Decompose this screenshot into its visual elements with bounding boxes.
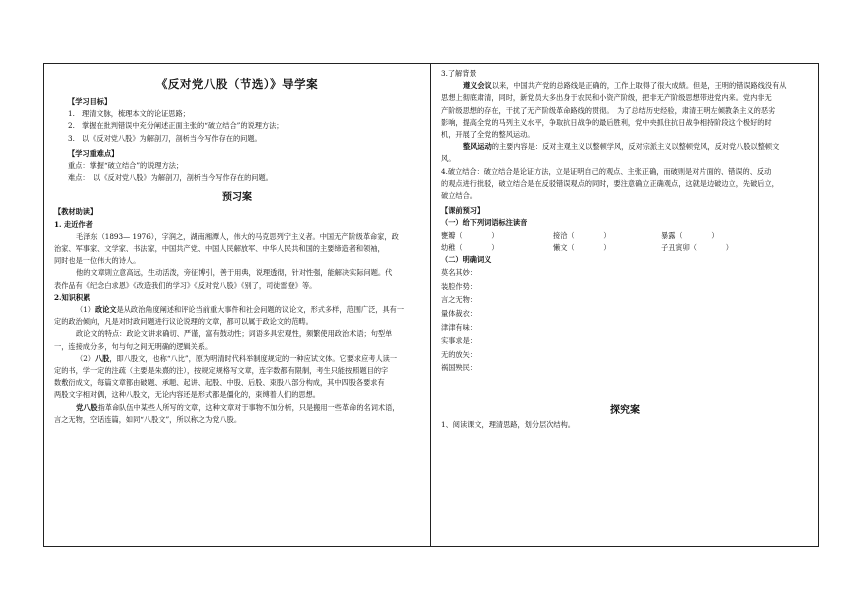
pinyin-item: 接洽（ ）	[553, 230, 611, 240]
vocab-item: 津津有味：	[441, 322, 477, 332]
right-column	[431, 64, 819, 431]
author-text: 他的文章則立意高远，生动活泼，旁征博引，善于用典，说理透彻，针对性强，能解决实际问题。代	[76, 268, 393, 278]
focus-item: 难点： 以《反对党八股》为解剖刀，剖析当今写作存在的问题。	[68, 173, 273, 183]
material-header: 【教材助读】	[54, 207, 98, 217]
author-header: 1. 走近作者	[54, 219, 93, 229]
pinyin-row	[441, 242, 809, 254]
author-text: 表作品有《纪念白求恩》《改造我们的学习》《反对党八股》《别了，司徒雷登》等。	[54, 280, 317, 290]
vocab-header: （二）明确词义	[441, 255, 492, 265]
zhengfeng-tail: 风。	[441, 154, 456, 164]
knowledge-header: 2.知识积累	[54, 292, 91, 302]
knowledge-line: 两股文字相对偶，这种八股文，无论内容还是形式都是僵化的，束缚着人们的思想。	[54, 390, 320, 400]
knowledge-line: 言之无物，空话连篇，如同“八股文”，所以称之为党八股。	[54, 414, 242, 424]
background-line: 产阶级思想的存在，干扰了无产阶级革命路线的贯彻。 为了总结历史经验，肃清王明左倾教条主义的恶劣	[441, 105, 776, 115]
vocab-item: 祸国殃民：	[441, 363, 477, 373]
vocab-item: 无的放矢：	[441, 349, 477, 359]
knowledge-line: 政论文的特点：政论文讲求确切、严谨，富有鼓动性；词语多具宏观性，频繁使用政治术语；句型单	[76, 329, 393, 339]
page-title: 《反对党八股（节选）》导学案	[155, 77, 319, 91]
knowledge-line: 定的政治倾向，凡是对时政问题进行议论说理的文章，都可以属于政论文的范畴。	[54, 317, 313, 327]
pinyin-item: 懒文（ ）	[553, 242, 611, 252]
poli-line: 4.破立结合：破立结合是论证方法，立是证明自己的观点、主张正确，而破则是对片面的、错误的、反动	[441, 166, 772, 176]
pinyin-item: 暴露（ ）	[661, 230, 719, 240]
pre-study-header: 【课前预习】	[441, 206, 485, 216]
zhengfeng-line: 整风运动的主要内容是：反对主观主义以整顿学风，反对宗派主义以整顿党风，反对党八股以整顿文	[463, 142, 780, 152]
pinyin-item: 子丑寅卯（ ）	[661, 242, 733, 252]
goal-item: 3. 以《反对党八股》为解剖刀，剖析当今写作存在的问题。	[68, 133, 262, 143]
explore-question: 1、阅读课文，理清思路，划分层次结构。	[441, 420, 575, 429]
pinyin-header: （一）给下列词语标注读音	[441, 218, 528, 228]
focus-item: 重点：掌握“破立结合”的说理方法；	[68, 161, 184, 171]
knowledge-line: （1）政论文是从政治角度阐述和评论当前重大事件和社会问题的议论文，形式多样，范围广泛，具有一	[76, 305, 405, 315]
knowledge-line: 定的书，学一定的注疏（主要是朱熹的注），按规定规格写文章，连字数都有限制，考生只能按照题目的字	[54, 366, 389, 376]
goal-item: 1. 理清文脉，梳理本文的论证思路；	[68, 109, 190, 119]
knowledge-line: 数敷衍成文，每篇文章都由破题、承题、起讲、起股、中股、后股、束股八部分构成，其中四股各要求有	[54, 378, 385, 388]
vocab-item: 莫名其妙：	[441, 268, 477, 278]
pinyin-item: 幼稚（ ）	[441, 242, 499, 252]
poli-line: 的观点进行批驳，破立结合是在反驳错误观点的同时，要注意确立正确观点，这就是边破边立，先破后立，	[441, 178, 779, 188]
vocab-item: 装腔作势：	[441, 281, 477, 291]
left-column	[44, 64, 430, 426]
author-text: 同时也是一位伟大的诗人。	[54, 256, 141, 266]
preview-title: 预习案	[222, 192, 252, 204]
knowledge-line: （2）八股，即八股文，也称“八比”，原为明清时代科举制度规定的一种应试文体。它要求应考人读一	[76, 353, 398, 363]
background-line: 思想上彻底肃清，同时，新党员大多出身于农民和小资产阶级，把非无产阶级思想带进党内来。党内非无	[441, 93, 772, 103]
background-line: 机，开展了全党的整风运动。	[441, 130, 535, 140]
author-text: 治家、军事家、文学家、书法家，中国共产党、中国人民解放军、中华人民共和国的主要缔造者和领袖，	[54, 244, 385, 254]
vocab-item: 实事求是：	[441, 336, 477, 346]
poli-line: 破立结合。	[441, 191, 477, 201]
vocab-item: 量体裁衣：	[441, 309, 477, 319]
vocab-item: 言之无物：	[441, 295, 477, 305]
knowledge-line: 党八股指革命队伍中某些人所写的文章，这种文章对于事物不加分析，只是搬用一些革命的名词术语，	[76, 402, 400, 412]
pinyin-item: 甕瓣（ ）	[441, 230, 499, 240]
background-line: 影响，提高全党的马列主义水平，争取抗日战争的最后胜利，党中央抓住抗日战争相持阶段这个极好的时	[441, 117, 772, 127]
worksheet-table	[43, 63, 819, 547]
background-line: 遵义会议以来，中国共产党的总路线是正确的，工作上取得了很大成绩。但是，王明的错误路线没有从	[463, 81, 787, 91]
focus-header: 【学习重难点】	[68, 148, 119, 158]
pinyin-row	[441, 230, 809, 242]
goal-item: 2. 掌握在批判错误中充分阐述正面主张的“破立结合”的说理方法；	[68, 121, 284, 131]
author-text: 毛泽东（1893— 1976），字润之，湖南湘潭人，伟大的马克思列宁主义者。中国无产阶级革命家，政	[76, 231, 399, 241]
explore-title: 探究案	[610, 405, 640, 416]
background-header: 3.了解背景	[441, 69, 477, 78]
goals-header: 【学习目标】	[68, 97, 112, 106]
knowledge-line: 一，连接成分多，句与句之间无明确的逻辑关系。	[54, 341, 213, 351]
